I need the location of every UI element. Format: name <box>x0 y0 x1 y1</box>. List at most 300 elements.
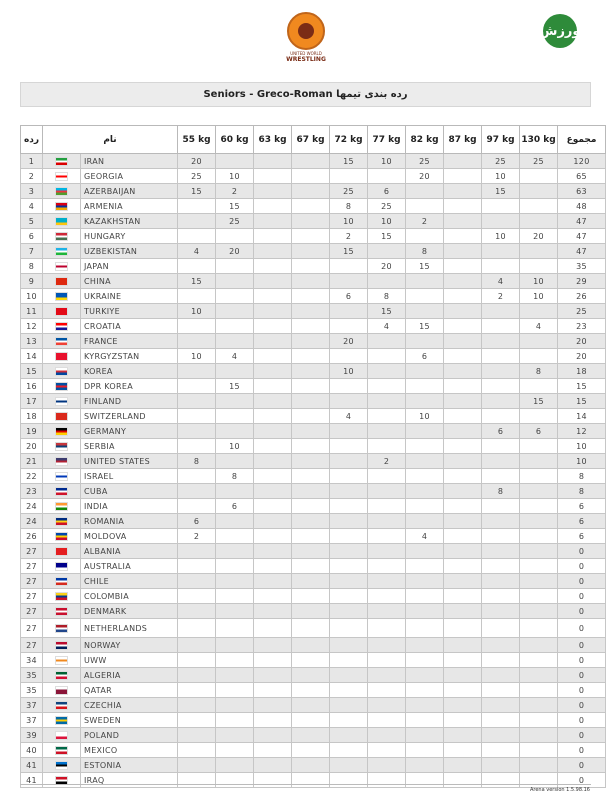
weight-points-cell <box>368 758 406 773</box>
weight-points-cell <box>406 229 444 244</box>
weight-points-cell <box>368 773 406 788</box>
weight-points-cell <box>406 728 444 743</box>
weight-points-cell <box>292 638 330 653</box>
country-flag-icon <box>55 671 68 680</box>
flag-cell <box>43 653 81 668</box>
country-flag-icon <box>55 472 68 481</box>
weight-points-cell <box>178 289 216 304</box>
table-row <box>21 514 606 529</box>
rank-cell: 19 <box>21 424 43 439</box>
weight-points-cell <box>330 758 368 773</box>
table-row <box>21 454 606 469</box>
weight-points-cell: 10 <box>482 229 520 244</box>
weight-points-cell <box>520 589 558 604</box>
weight-points-cell <box>254 334 292 349</box>
weight-points-cell <box>368 379 406 394</box>
weight-points-cell: 15 <box>330 244 368 259</box>
weight-points-cell <box>292 604 330 619</box>
col-60kg: 60 kg <box>216 126 254 154</box>
rank-cell: 3 <box>21 184 43 199</box>
col-63kg: 63 kg <box>254 126 292 154</box>
flag-cell <box>43 199 81 214</box>
weight-points-cell: 20 <box>330 334 368 349</box>
weight-points-cell <box>330 379 368 394</box>
total-cell: 0 <box>558 773 606 788</box>
weight-points-cell: 15 <box>406 259 444 274</box>
weight-points-cell <box>178 574 216 589</box>
flag-cell <box>43 638 81 653</box>
weight-points-cell <box>216 668 254 683</box>
weight-points-cell <box>292 743 330 758</box>
total-cell: 20 <box>558 334 606 349</box>
weight-points-cell <box>178 544 216 559</box>
weight-points-cell <box>254 169 292 184</box>
weight-points-cell <box>406 559 444 574</box>
weight-points-cell <box>444 589 482 604</box>
table-row <box>21 259 606 274</box>
weight-points-cell <box>368 484 406 499</box>
table-header-row <box>21 126 606 154</box>
rank-cell: 11 <box>21 304 43 319</box>
rank-cell: 18 <box>21 409 43 424</box>
weight-points-cell <box>368 334 406 349</box>
flag-cell <box>43 529 81 544</box>
weight-points-cell <box>292 773 330 788</box>
weight-points-cell: 15 <box>178 274 216 289</box>
weight-points-cell <box>368 514 406 529</box>
total-cell: 47 <box>558 244 606 259</box>
flag-cell <box>43 319 81 334</box>
weight-points-cell <box>520 469 558 484</box>
country-flag-icon <box>55 382 68 391</box>
weight-points-cell <box>292 683 330 698</box>
total-cell: 47 <box>558 214 606 229</box>
table-row <box>21 184 606 199</box>
country-flag-icon <box>55 187 68 196</box>
weight-points-cell <box>482 589 520 604</box>
rank-cell: 35 <box>21 668 43 683</box>
table-row <box>21 379 606 394</box>
total-cell: 15 <box>558 394 606 409</box>
table-row <box>21 274 606 289</box>
flag-cell <box>43 169 81 184</box>
weight-points-cell <box>292 713 330 728</box>
weight-points-cell <box>520 334 558 349</box>
weight-points-cell <box>216 274 254 289</box>
rank-cell: 26 <box>21 529 43 544</box>
weight-points-cell <box>216 589 254 604</box>
total-cell: 0 <box>558 619 606 638</box>
team-ranking-table <box>20 125 606 788</box>
page-title: Seniors - Greco-Roman ﺭﺩﻩ ﺑﻨﺪﯼ ﺗﯿﻤﻬﺎ <box>20 82 591 107</box>
weight-points-cell <box>482 499 520 514</box>
country-flag-icon <box>55 641 68 650</box>
weight-points-cell <box>254 364 292 379</box>
flag-cell <box>43 499 81 514</box>
weight-points-cell <box>330 728 368 743</box>
weight-points-cell <box>254 559 292 574</box>
weight-points-cell <box>178 394 216 409</box>
country-flag-icon <box>55 701 68 710</box>
weight-points-cell <box>406 668 444 683</box>
weight-points-cell: 25 <box>482 154 520 169</box>
country-name-cell: UNITED STATES <box>81 454 178 469</box>
weight-points-cell <box>444 439 482 454</box>
col-72kg: 72 kg <box>330 126 368 154</box>
country-flag-icon <box>55 202 68 211</box>
weight-points-cell <box>292 244 330 259</box>
weight-points-cell: 6 <box>216 499 254 514</box>
weight-points-cell: 6 <box>406 349 444 364</box>
weight-points-cell <box>216 424 254 439</box>
rank-cell: 41 <box>21 758 43 773</box>
weight-points-cell: 15 <box>368 229 406 244</box>
weight-points-cell <box>406 604 444 619</box>
flag-cell <box>43 214 81 229</box>
country-name-cell: KAZAKHSTAN <box>81 214 178 229</box>
country-flag-icon <box>55 487 68 496</box>
weight-points-cell <box>368 169 406 184</box>
weight-points-cell <box>292 589 330 604</box>
weight-points-cell <box>330 619 368 638</box>
weight-points-cell <box>444 304 482 319</box>
weight-points-cell <box>216 619 254 638</box>
total-cell: 10 <box>558 454 606 469</box>
country-name-cell: SWITZERLAND <box>81 409 178 424</box>
weight-points-cell <box>368 604 406 619</box>
weight-points-cell <box>254 229 292 244</box>
rank-cell: 9 <box>21 274 43 289</box>
weight-points-cell <box>406 773 444 788</box>
weight-points-cell <box>292 544 330 559</box>
country-flag-icon <box>55 307 68 316</box>
weight-points-cell <box>444 244 482 259</box>
weight-points-cell <box>482 619 520 638</box>
weight-points-cell <box>444 544 482 559</box>
rank-cell: 5 <box>21 214 43 229</box>
weight-points-cell <box>444 274 482 289</box>
weight-points-cell <box>254 274 292 289</box>
weight-points-cell <box>254 214 292 229</box>
flag-cell <box>43 154 81 169</box>
weight-points-cell <box>520 349 558 364</box>
weight-points-cell <box>444 758 482 773</box>
weight-points-cell <box>482 728 520 743</box>
weight-points-cell <box>178 773 216 788</box>
weight-points-cell <box>178 199 216 214</box>
flag-cell <box>43 259 81 274</box>
country-flag-icon <box>55 397 68 406</box>
weight-points-cell <box>520 668 558 683</box>
country-flag-icon <box>55 172 68 181</box>
total-cell: 65 <box>558 169 606 184</box>
weight-points-cell <box>406 184 444 199</box>
country-flag-icon <box>55 412 68 421</box>
total-cell: 26 <box>558 289 606 304</box>
weight-points-cell <box>444 409 482 424</box>
weight-points-cell <box>520 728 558 743</box>
weight-points-cell <box>444 199 482 214</box>
weight-points-cell <box>482 349 520 364</box>
col-name: نام <box>43 126 178 154</box>
country-name-cell: JAPAN <box>81 259 178 274</box>
weight-points-cell <box>520 499 558 514</box>
weight-points-cell <box>520 244 558 259</box>
weight-points-cell <box>330 319 368 334</box>
country-name-cell: CUBA <box>81 484 178 499</box>
country-flag-icon <box>55 367 68 376</box>
flag-cell <box>43 604 81 619</box>
weight-points-cell <box>444 499 482 514</box>
country-name-cell: ROMANIA <box>81 514 178 529</box>
col-55kg: 55 kg <box>178 126 216 154</box>
weight-points-cell <box>482 758 520 773</box>
federation-logo: ورزش <box>543 14 577 48</box>
weight-points-cell: 4 <box>330 409 368 424</box>
weight-points-cell <box>216 364 254 379</box>
country-flag-icon <box>55 547 68 556</box>
weight-points-cell <box>482 214 520 229</box>
weight-points-cell <box>178 379 216 394</box>
weight-points-cell: 10 <box>330 364 368 379</box>
weight-points-cell <box>254 319 292 334</box>
weight-points-cell <box>292 214 330 229</box>
weight-points-cell <box>216 514 254 529</box>
weight-points-cell <box>216 638 254 653</box>
rank-cell: 10 <box>21 289 43 304</box>
weight-points-cell <box>292 529 330 544</box>
table-row <box>21 559 606 574</box>
weight-points-cell <box>254 604 292 619</box>
weight-points-cell <box>444 334 482 349</box>
weight-points-cell <box>406 289 444 304</box>
weight-points-cell <box>216 529 254 544</box>
weight-points-cell <box>444 319 482 334</box>
weight-points-cell <box>444 668 482 683</box>
weight-points-cell <box>520 559 558 574</box>
weight-points-cell <box>444 184 482 199</box>
weight-points-cell <box>482 529 520 544</box>
rank-cell: 22 <box>21 469 43 484</box>
weight-points-cell <box>292 274 330 289</box>
weight-points-cell <box>444 214 482 229</box>
weight-points-cell <box>178 668 216 683</box>
weight-points-cell <box>330 484 368 499</box>
weight-points-cell <box>406 713 444 728</box>
col-67kg: 67 kg <box>292 126 330 154</box>
rank-cell: 39 <box>21 728 43 743</box>
weight-points-cell <box>368 668 406 683</box>
weight-points-cell <box>330 589 368 604</box>
weight-points-cell <box>178 364 216 379</box>
country-name-cell: IRAN <box>81 154 178 169</box>
weight-points-cell <box>330 169 368 184</box>
weight-points-cell <box>254 638 292 653</box>
rank-cell: 16 <box>21 379 43 394</box>
country-flag-icon <box>55 217 68 226</box>
weight-points-cell <box>254 349 292 364</box>
weight-points-cell: 20 <box>368 259 406 274</box>
weight-points-cell <box>520 743 558 758</box>
total-cell: 0 <box>558 589 606 604</box>
weight-points-cell <box>254 653 292 668</box>
uww-logo <box>286 12 326 64</box>
weight-points-cell: 8 <box>330 199 368 214</box>
weight-points-cell <box>482 638 520 653</box>
weight-points-cell <box>520 638 558 653</box>
table-row <box>21 229 606 244</box>
weight-points-cell <box>254 199 292 214</box>
weight-points-cell: 10 <box>482 169 520 184</box>
flag-cell <box>43 589 81 604</box>
total-cell: 47 <box>558 229 606 244</box>
weight-points-cell <box>254 743 292 758</box>
weight-points-cell <box>482 469 520 484</box>
country-flag-icon <box>55 577 68 586</box>
weight-points-cell: 15 <box>520 394 558 409</box>
table-row <box>21 289 606 304</box>
country-name-cell: IRAQ <box>81 773 178 788</box>
weight-points-cell <box>254 484 292 499</box>
weight-points-cell <box>482 668 520 683</box>
total-cell: 23 <box>558 319 606 334</box>
weight-points-cell <box>254 244 292 259</box>
total-cell: 12 <box>558 424 606 439</box>
flag-cell <box>43 514 81 529</box>
rank-cell: 17 <box>21 394 43 409</box>
weight-points-cell <box>444 289 482 304</box>
weight-points-cell <box>216 394 254 409</box>
weight-points-cell <box>444 683 482 698</box>
weight-points-cell: 4 <box>178 244 216 259</box>
weight-points-cell <box>482 683 520 698</box>
weight-points-cell: 8 <box>520 364 558 379</box>
weight-points-cell: 10 <box>406 409 444 424</box>
weight-points-cell <box>520 454 558 469</box>
flag-cell <box>43 544 81 559</box>
flag-cell <box>43 728 81 743</box>
weight-points-cell <box>444 379 482 394</box>
weight-points-cell: 10 <box>178 304 216 319</box>
table-row <box>21 394 606 409</box>
flag-cell <box>43 773 81 788</box>
country-flag-icon <box>55 761 68 770</box>
rank-cell: 27 <box>21 574 43 589</box>
weight-points-cell: 15 <box>330 154 368 169</box>
weight-points-cell <box>216 454 254 469</box>
weight-points-cell: 2 <box>330 229 368 244</box>
weight-points-cell <box>482 439 520 454</box>
country-flag-icon <box>55 624 68 633</box>
weight-points-cell <box>368 244 406 259</box>
weight-points-cell <box>482 319 520 334</box>
table-row <box>21 668 606 683</box>
weight-points-cell <box>520 184 558 199</box>
flag-cell <box>43 668 81 683</box>
weight-points-cell <box>254 424 292 439</box>
table-row <box>21 304 606 319</box>
rank-cell: 34 <box>21 653 43 668</box>
country-name-cell: CZECHIA <box>81 698 178 713</box>
weight-points-cell <box>254 773 292 788</box>
col-130kg: 130 kg <box>520 126 558 154</box>
weight-points-cell <box>368 589 406 604</box>
total-cell: 0 <box>558 683 606 698</box>
rank-cell: 24 <box>21 514 43 529</box>
flag-cell <box>43 713 81 728</box>
country-flag-icon <box>55 746 68 755</box>
country-flag-icon <box>55 427 68 436</box>
weight-points-cell: 4 <box>520 319 558 334</box>
weight-points-cell: 20 <box>406 169 444 184</box>
weight-points-cell <box>444 713 482 728</box>
weight-points-cell <box>482 773 520 788</box>
weight-points-cell: 15 <box>216 379 254 394</box>
country-name-cell: NETHERLANDS <box>81 619 178 638</box>
weight-points-cell <box>444 619 482 638</box>
country-name-cell: FRANCE <box>81 334 178 349</box>
country-flag-icon <box>55 352 68 361</box>
weight-points-cell: 8 <box>216 469 254 484</box>
weight-points-cell <box>292 394 330 409</box>
weight-points-cell <box>254 304 292 319</box>
table-row <box>21 199 606 214</box>
weight-points-cell <box>292 619 330 638</box>
country-flag-icon <box>55 247 68 256</box>
weight-points-cell <box>178 728 216 743</box>
rank-cell: 14 <box>21 349 43 364</box>
weight-points-cell <box>520 409 558 424</box>
country-name-cell: DENMARK <box>81 604 178 619</box>
weight-points-cell: 8 <box>368 289 406 304</box>
weight-points-cell <box>292 379 330 394</box>
weight-points-cell <box>520 683 558 698</box>
weight-points-cell <box>292 499 330 514</box>
weight-points-cell <box>482 653 520 668</box>
weight-points-cell: 2 <box>406 214 444 229</box>
table-row <box>21 154 606 169</box>
total-cell: 8 <box>558 469 606 484</box>
country-flag-icon <box>55 232 68 241</box>
weight-points-cell <box>292 484 330 499</box>
flag-cell <box>43 274 81 289</box>
col-97kg: 97 kg <box>482 126 520 154</box>
country-name-cell: CHINA <box>81 274 178 289</box>
weight-points-cell <box>444 574 482 589</box>
table-row <box>21 713 606 728</box>
total-cell: 0 <box>558 728 606 743</box>
rank-cell: 23 <box>21 484 43 499</box>
weight-points-cell <box>406 514 444 529</box>
table-row <box>21 169 606 184</box>
weight-points-cell: 25 <box>216 214 254 229</box>
flag-cell <box>43 289 81 304</box>
flag-cell <box>43 559 81 574</box>
weight-points-cell <box>520 169 558 184</box>
weight-points-cell: 6 <box>178 514 216 529</box>
table-row <box>21 589 606 604</box>
weight-points-cell <box>292 439 330 454</box>
table-row <box>21 409 606 424</box>
weight-points-cell: 10 <box>216 439 254 454</box>
weight-points-cell <box>216 698 254 713</box>
weight-points-cell <box>406 274 444 289</box>
weight-points-cell <box>444 229 482 244</box>
total-cell: 0 <box>558 653 606 668</box>
weight-points-cell <box>292 424 330 439</box>
country-flag-icon <box>55 562 68 571</box>
rank-cell: 24 <box>21 499 43 514</box>
